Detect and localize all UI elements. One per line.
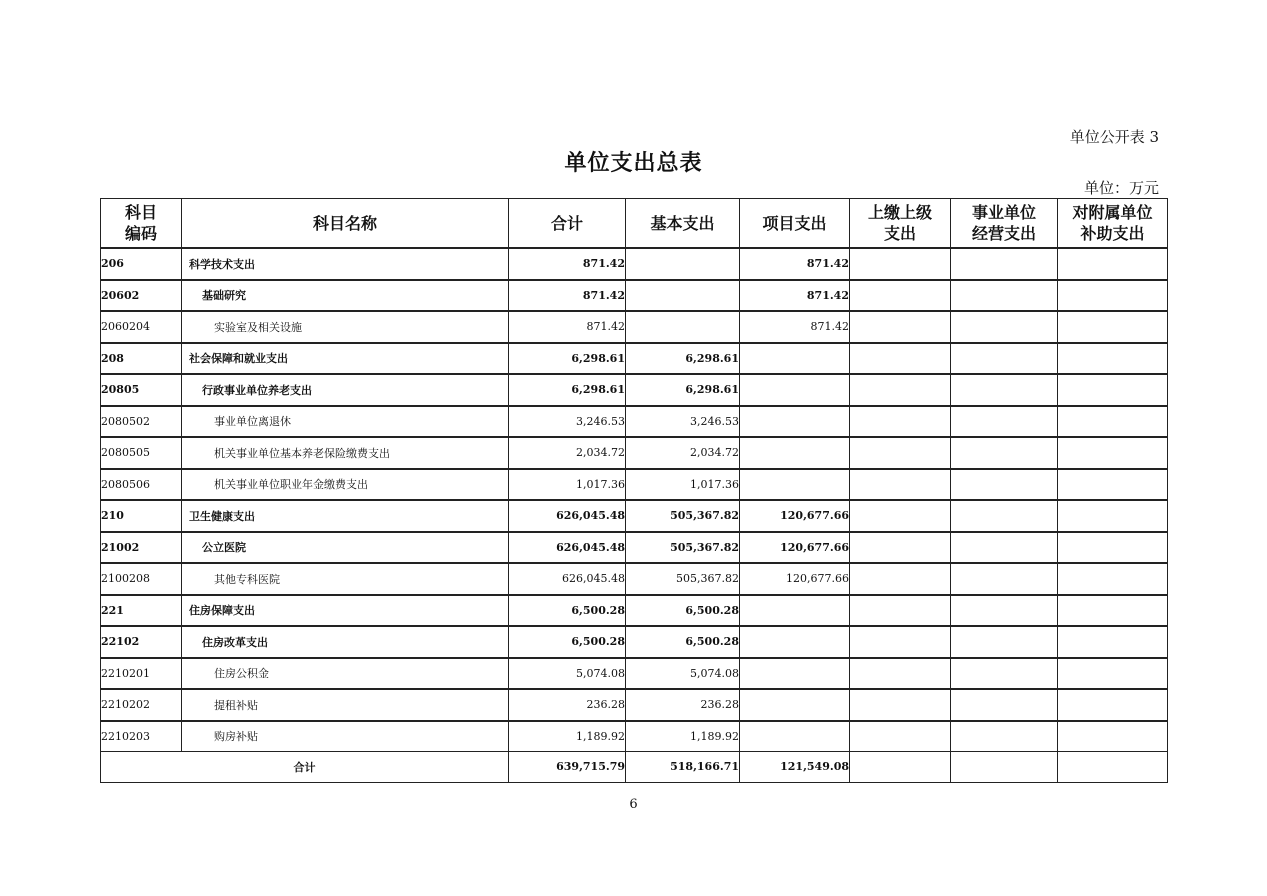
cell-project: 120,677.66 bbox=[740, 500, 850, 532]
cell-code: 20602 bbox=[101, 280, 182, 312]
cell-basic: 2,034.72 bbox=[626, 437, 740, 469]
cell-name: 机关事业单位职业年金缴费支出 bbox=[182, 469, 509, 501]
cell-business bbox=[951, 563, 1058, 595]
cell-basic: 6,500.28 bbox=[626, 595, 740, 627]
header-code: 科目 编码 bbox=[101, 199, 182, 249]
table-row bbox=[101, 721, 1168, 752]
cell-name: 公立医院 bbox=[182, 532, 509, 564]
cell-code: 206 bbox=[101, 248, 182, 280]
cell-subsidy bbox=[1058, 248, 1168, 280]
table-row bbox=[101, 437, 1168, 469]
cell-business bbox=[951, 311, 1058, 343]
cell-subsidy bbox=[1058, 563, 1168, 595]
cell-total: 5,074.08 bbox=[509, 658, 626, 690]
form-number: 单位公开表 3 bbox=[1069, 128, 1159, 146]
cell-upper bbox=[850, 500, 951, 532]
cell-name: 实验室及相关设施 bbox=[182, 311, 509, 343]
cell-basic bbox=[626, 280, 740, 312]
table-body bbox=[101, 248, 1168, 752]
cell-code: 2080506 bbox=[101, 469, 182, 501]
cell-business bbox=[951, 437, 1058, 469]
cell-code: 2210203 bbox=[101, 721, 182, 752]
cell-name: 提租补贴 bbox=[182, 689, 509, 721]
cell-subsidy bbox=[1058, 406, 1168, 438]
cell-upper bbox=[850, 563, 951, 595]
cell-project: 871.42 bbox=[740, 280, 850, 312]
cell-name: 住房保障支出 bbox=[182, 595, 509, 627]
cell-project: 120,677.66 bbox=[740, 532, 850, 564]
cell-upper bbox=[850, 280, 951, 312]
total-cell-upper bbox=[850, 752, 951, 783]
cell-subsidy bbox=[1058, 311, 1168, 343]
cell-business bbox=[951, 532, 1058, 564]
cell-subsidy bbox=[1058, 500, 1168, 532]
cell-code: 2100208 bbox=[101, 563, 182, 595]
cell-business bbox=[951, 248, 1058, 280]
total-cell-basic: 518,166.71 bbox=[626, 752, 740, 783]
cell-project bbox=[740, 689, 850, 721]
total-cell-project: 121,549.08 bbox=[740, 752, 850, 783]
cell-project bbox=[740, 374, 850, 406]
cell-name: 住房公积金 bbox=[182, 658, 509, 690]
cell-code: 210 bbox=[101, 500, 182, 532]
cell-name: 其他专科医院 bbox=[182, 563, 509, 595]
cell-upper bbox=[850, 595, 951, 627]
cell-upper bbox=[850, 626, 951, 658]
cell-code: 2210202 bbox=[101, 689, 182, 721]
cell-basic: 505,367.82 bbox=[626, 532, 740, 564]
cell-basic: 1,189.92 bbox=[626, 721, 740, 752]
cell-subsidy bbox=[1058, 658, 1168, 690]
table-row bbox=[101, 406, 1168, 438]
cell-total: 1,017.36 bbox=[509, 469, 626, 501]
cell-subsidy bbox=[1058, 532, 1168, 564]
table-row bbox=[101, 563, 1168, 595]
cell-upper bbox=[850, 374, 951, 406]
table-row bbox=[101, 248, 1168, 280]
cell-total: 6,298.61 bbox=[509, 343, 626, 375]
cell-project bbox=[740, 406, 850, 438]
cell-project: 871.42 bbox=[740, 311, 850, 343]
table-row bbox=[101, 532, 1168, 564]
cell-code: 2210201 bbox=[101, 658, 182, 690]
cell-name: 卫生健康支出 bbox=[182, 500, 509, 532]
cell-code: 221 bbox=[101, 595, 182, 627]
cell-total: 2,034.72 bbox=[509, 437, 626, 469]
cell-upper bbox=[850, 343, 951, 375]
total-cell-total: 639,715.79 bbox=[509, 752, 626, 783]
cell-subsidy bbox=[1058, 437, 1168, 469]
cell-total: 871.42 bbox=[509, 248, 626, 280]
cell-upper bbox=[850, 721, 951, 752]
cell-business bbox=[951, 343, 1058, 375]
header-business: 事业单位 经营支出 bbox=[951, 199, 1058, 249]
table-row bbox=[101, 689, 1168, 721]
cell-name: 科学技术支出 bbox=[182, 248, 509, 280]
cell-total: 6,298.61 bbox=[509, 374, 626, 406]
cell-project: 120,677.66 bbox=[740, 563, 850, 595]
header-project: 项目支出 bbox=[740, 199, 850, 249]
cell-upper bbox=[850, 406, 951, 438]
cell-total: 871.42 bbox=[509, 311, 626, 343]
cell-business bbox=[951, 280, 1058, 312]
expenditure-table bbox=[100, 198, 1168, 783]
cell-business bbox=[951, 374, 1058, 406]
table-row bbox=[101, 469, 1168, 501]
table-row bbox=[101, 311, 1168, 343]
cell-business bbox=[951, 721, 1058, 752]
cell-code: 2080505 bbox=[101, 437, 182, 469]
cell-basic: 6,500.28 bbox=[626, 626, 740, 658]
header-name: 科目名称 bbox=[182, 199, 509, 249]
cell-name: 购房补贴 bbox=[182, 721, 509, 752]
cell-project bbox=[740, 343, 850, 375]
cell-upper bbox=[850, 532, 951, 564]
cell-upper bbox=[850, 658, 951, 690]
cell-basic: 6,298.61 bbox=[626, 343, 740, 375]
cell-project bbox=[740, 437, 850, 469]
cell-subsidy bbox=[1058, 374, 1168, 406]
unit-label: 单位：万元 bbox=[1083, 179, 1159, 197]
cell-code: 2060204 bbox=[101, 311, 182, 343]
cell-basic: 5,074.08 bbox=[626, 658, 740, 690]
cell-business bbox=[951, 689, 1058, 721]
cell-business bbox=[951, 406, 1058, 438]
cell-subsidy bbox=[1058, 469, 1168, 501]
cell-total: 626,045.48 bbox=[509, 532, 626, 564]
cell-upper bbox=[850, 689, 951, 721]
cell-name: 基础研究 bbox=[182, 280, 509, 312]
cell-name: 机关事业单位基本养老保险缴费支出 bbox=[182, 437, 509, 469]
page-number: 6 bbox=[629, 797, 638, 812]
cell-name: 事业单位离退休 bbox=[182, 406, 509, 438]
cell-code: 21002 bbox=[101, 532, 182, 564]
table-row bbox=[101, 374, 1168, 406]
page-title: 单位支出总表 bbox=[564, 151, 703, 176]
cell-total: 6,500.28 bbox=[509, 595, 626, 627]
cell-subsidy bbox=[1058, 721, 1168, 752]
cell-total: 626,045.48 bbox=[509, 563, 626, 595]
header-upper: 上缴上级 支出 bbox=[850, 199, 951, 249]
cell-project bbox=[740, 626, 850, 658]
table-row bbox=[101, 280, 1168, 312]
header-basic: 基本支出 bbox=[626, 199, 740, 249]
cell-project bbox=[740, 469, 850, 501]
total-row bbox=[101, 752, 1168, 783]
cell-subsidy bbox=[1058, 595, 1168, 627]
cell-subsidy bbox=[1058, 280, 1168, 312]
cell-business bbox=[951, 595, 1058, 627]
cell-basic: 236.28 bbox=[626, 689, 740, 721]
cell-project: 871.42 bbox=[740, 248, 850, 280]
cell-subsidy bbox=[1058, 689, 1168, 721]
cell-name: 行政事业单位养老支出 bbox=[182, 374, 509, 406]
cell-code: 20805 bbox=[101, 374, 182, 406]
cell-basic: 3,246.53 bbox=[626, 406, 740, 438]
cell-name: 社会保障和就业支出 bbox=[182, 343, 509, 375]
cell-project bbox=[740, 721, 850, 752]
cell-name: 住房改革支出 bbox=[182, 626, 509, 658]
total-cell-subsidy bbox=[1058, 752, 1168, 783]
cell-basic bbox=[626, 311, 740, 343]
total-cell-business bbox=[951, 752, 1058, 783]
cell-basic: 1,017.36 bbox=[626, 469, 740, 501]
cell-upper bbox=[850, 248, 951, 280]
header-total: 合计 bbox=[509, 199, 626, 249]
cell-basic bbox=[626, 248, 740, 280]
cell-business bbox=[951, 500, 1058, 532]
cell-subsidy bbox=[1058, 626, 1168, 658]
cell-basic: 6,298.61 bbox=[626, 374, 740, 406]
cell-business bbox=[951, 469, 1058, 501]
table-row bbox=[101, 500, 1168, 532]
table-row bbox=[101, 626, 1168, 658]
table-row bbox=[101, 343, 1168, 375]
cell-code: 2080502 bbox=[101, 406, 182, 438]
cell-total: 6,500.28 bbox=[509, 626, 626, 658]
cell-upper bbox=[850, 437, 951, 469]
table-header-row bbox=[101, 199, 1168, 249]
cell-upper bbox=[850, 311, 951, 343]
cell-subsidy bbox=[1058, 343, 1168, 375]
cell-total: 1,189.92 bbox=[509, 721, 626, 752]
cell-code: 22102 bbox=[101, 626, 182, 658]
cell-business bbox=[951, 658, 1058, 690]
cell-basic: 505,367.82 bbox=[626, 563, 740, 595]
cell-business bbox=[951, 626, 1058, 658]
header-subsidy: 对附属单位 补助支出 bbox=[1058, 199, 1168, 249]
table-row bbox=[101, 658, 1168, 690]
table-row bbox=[101, 595, 1168, 627]
cell-total: 871.42 bbox=[509, 280, 626, 312]
cell-project bbox=[740, 595, 850, 627]
cell-upper bbox=[850, 469, 951, 501]
cell-total: 626,045.48 bbox=[509, 500, 626, 532]
total-label: 合计 bbox=[101, 752, 509, 783]
cell-project bbox=[740, 658, 850, 690]
cell-total: 3,246.53 bbox=[509, 406, 626, 438]
cell-code: 208 bbox=[101, 343, 182, 375]
cell-total: 236.28 bbox=[509, 689, 626, 721]
cell-basic: 505,367.82 bbox=[626, 500, 740, 532]
